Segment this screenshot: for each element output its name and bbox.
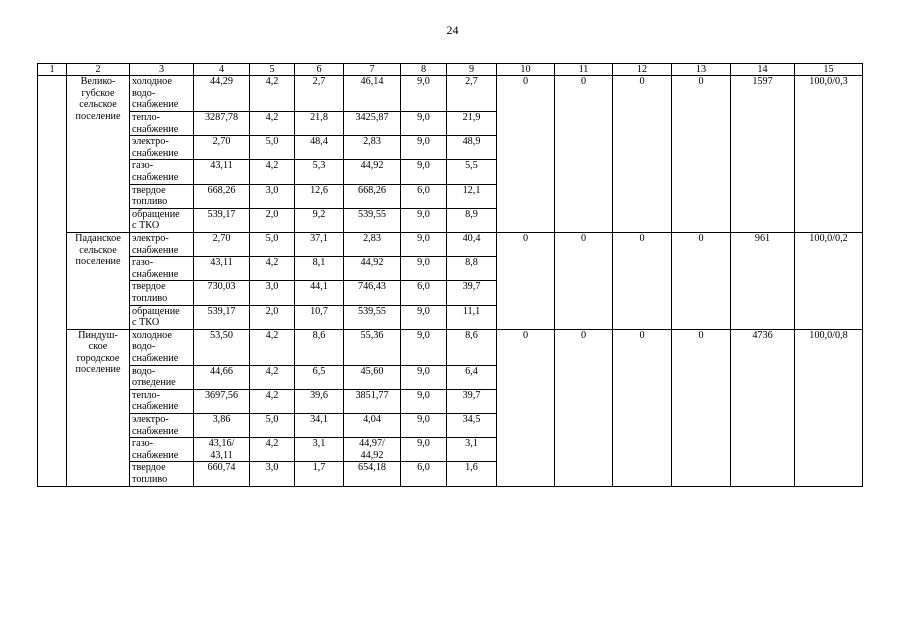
value-cell: 44,97/ 44,92 (344, 438, 401, 462)
service-type: холодное водо- снабжение (130, 76, 194, 112)
service-type: твердое топливо (130, 462, 194, 486)
value-cell: 4,2 (250, 438, 295, 462)
value-cell: 0 (613, 76, 672, 233)
value-cell: 6,0 (401, 462, 447, 486)
value-cell: 4,2 (250, 329, 295, 365)
value-cell: 9,0 (401, 305, 447, 329)
value-cell: 3,0 (250, 281, 295, 305)
value-cell: 4,2 (250, 76, 295, 112)
value-cell: 668,26 (344, 184, 401, 208)
value-cell: 9,0 (401, 414, 447, 438)
value-cell: 3697,56 (194, 389, 250, 413)
service-type: газо- снабжение (130, 160, 194, 184)
service-type: тепло- снабжение (130, 389, 194, 413)
service-type: электро- снабжение (130, 414, 194, 438)
value-cell: 746,43 (344, 281, 401, 305)
value-cell: 37,1 (295, 232, 344, 256)
table-row (38, 232, 863, 256)
value-cell: 9,0 (401, 365, 447, 389)
column-header: 3 (130, 64, 194, 76)
value-cell: 44,92 (344, 257, 401, 281)
column-header: 15 (795, 64, 863, 76)
value-cell: 9,0 (401, 76, 447, 112)
value-cell: 39,7 (447, 281, 497, 305)
value-cell: 48,4 (295, 136, 344, 160)
value-cell: 44,1 (295, 281, 344, 305)
value-cell: 3851,77 (344, 389, 401, 413)
value-cell: 21,8 (295, 112, 344, 136)
value-cell: 3,0 (250, 462, 295, 486)
value-cell: 4736 (731, 329, 795, 486)
value-cell: 0 (555, 232, 613, 329)
value-cell: 3287,78 (194, 112, 250, 136)
value-cell: 100,0/0,8 (795, 329, 863, 486)
value-cell: 43,11 (194, 257, 250, 281)
value-cell: 8,8 (447, 257, 497, 281)
value-cell: 12,1 (447, 184, 497, 208)
column-header: 5 (250, 64, 295, 76)
row-number-cell (38, 76, 67, 487)
value-cell: 6,0 (401, 281, 447, 305)
value-cell: 44,92 (344, 160, 401, 184)
column-header: 1 (38, 64, 67, 76)
column-header: 8 (401, 64, 447, 76)
value-cell: 4,04 (344, 414, 401, 438)
value-cell: 4,2 (250, 112, 295, 136)
value-cell: 12,6 (295, 184, 344, 208)
value-cell: 9,0 (401, 208, 447, 232)
value-cell: 0 (613, 232, 672, 329)
value-cell: 0 (497, 76, 555, 233)
value-cell: 53,50 (194, 329, 250, 365)
column-header: 6 (295, 64, 344, 76)
value-cell: 0 (555, 76, 613, 233)
value-cell: 9,0 (401, 112, 447, 136)
value-cell: 8,1 (295, 257, 344, 281)
value-cell: 9,0 (401, 329, 447, 365)
service-type: твердое топливо (130, 184, 194, 208)
value-cell: 5,5 (447, 160, 497, 184)
value-cell: 4,2 (250, 365, 295, 389)
value-cell: 3,0 (250, 184, 295, 208)
settlement-name: Пиндуш- ское городское поселение (67, 329, 130, 486)
value-cell: 0 (613, 329, 672, 486)
column-header: 11 (555, 64, 613, 76)
value-cell: 5,0 (250, 414, 295, 438)
value-cell: 4,2 (250, 160, 295, 184)
value-cell: 0 (672, 329, 731, 486)
value-cell: 9,0 (401, 232, 447, 256)
value-cell: 0 (672, 76, 731, 233)
value-cell: 3,1 (447, 438, 497, 462)
value-cell: 1,7 (295, 462, 344, 486)
value-cell: 2,83 (344, 136, 401, 160)
value-cell: 654,18 (344, 462, 401, 486)
value-cell: 39,6 (295, 389, 344, 413)
value-cell: 9,0 (401, 257, 447, 281)
settlement-name: Паданское сельское поселение (67, 232, 130, 329)
value-cell: 2,83 (344, 232, 401, 256)
value-cell: 0 (672, 232, 731, 329)
value-cell: 4,2 (250, 389, 295, 413)
value-cell: 5,0 (250, 232, 295, 256)
settlement-name: Велико- губское сельское поселение (67, 76, 130, 233)
value-cell: 6,0 (401, 184, 447, 208)
value-cell: 961 (731, 232, 795, 329)
value-cell: 730,03 (194, 281, 250, 305)
value-cell: 539,17 (194, 208, 250, 232)
value-cell: 5,3 (295, 160, 344, 184)
value-cell: 40,4 (447, 232, 497, 256)
value-cell: 21,9 (447, 112, 497, 136)
value-cell: 43,16/ 43,11 (194, 438, 250, 462)
value-cell: 2,70 (194, 232, 250, 256)
value-cell: 100,0/0,2 (795, 232, 863, 329)
column-header: 10 (497, 64, 555, 76)
header-row (38, 64, 863, 76)
value-cell: 9,0 (401, 438, 447, 462)
value-cell: 0 (497, 329, 555, 486)
value-cell: 3425,87 (344, 112, 401, 136)
service-type: водо- отведение (130, 365, 194, 389)
value-cell: 2,0 (250, 208, 295, 232)
value-cell: 44,66 (194, 365, 250, 389)
value-cell: 9,0 (401, 389, 447, 413)
service-type: электро- снабжение (130, 232, 194, 256)
table-row (38, 329, 863, 365)
value-cell: 2,7 (295, 76, 344, 112)
value-cell: 660,74 (194, 462, 250, 486)
value-cell: 39,7 (447, 389, 497, 413)
value-cell: 2,0 (250, 305, 295, 329)
value-cell: 45,60 (344, 365, 401, 389)
column-header: 4 (194, 64, 250, 76)
service-type: холодное водо- снабжение (130, 329, 194, 365)
service-type: обращение с ТКО (130, 208, 194, 232)
column-header: 12 (613, 64, 672, 76)
value-cell: 43,11 (194, 160, 250, 184)
value-cell: 9,2 (295, 208, 344, 232)
value-cell: 6,4 (447, 365, 497, 389)
tariff-table (37, 63, 863, 487)
value-cell: 668,26 (194, 184, 250, 208)
value-cell: 2,70 (194, 136, 250, 160)
value-cell: 9,0 (401, 136, 447, 160)
value-cell: 0 (497, 232, 555, 329)
table-row (38, 76, 863, 112)
column-header: 9 (447, 64, 497, 76)
value-cell: 2,7 (447, 76, 497, 112)
value-cell: 48,9 (447, 136, 497, 160)
value-cell: 10,7 (295, 305, 344, 329)
column-header: 7 (344, 64, 401, 76)
value-cell: 46,14 (344, 76, 401, 112)
value-cell: 44,29 (194, 76, 250, 112)
value-cell: 0 (555, 329, 613, 486)
column-header: 14 (731, 64, 795, 76)
service-type: газо- снабжение (130, 438, 194, 462)
value-cell: 539,55 (344, 208, 401, 232)
value-cell: 55,36 (344, 329, 401, 365)
page-number: 24 (446, 23, 459, 37)
value-cell: 1,6 (447, 462, 497, 486)
value-cell: 8,9 (447, 208, 497, 232)
service-type: обращение с ТКО (130, 305, 194, 329)
column-header: 2 (67, 64, 130, 76)
value-cell: 539,55 (344, 305, 401, 329)
column-header: 13 (672, 64, 731, 76)
value-cell: 3,86 (194, 414, 250, 438)
value-cell: 3,1 (295, 438, 344, 462)
value-cell: 100,0/0,3 (795, 76, 863, 233)
service-type: твердое топливо (130, 281, 194, 305)
value-cell: 539,17 (194, 305, 250, 329)
value-cell: 8,6 (447, 329, 497, 365)
service-type: газо- снабжение (130, 257, 194, 281)
value-cell: 11,1 (447, 305, 497, 329)
value-cell: 8,6 (295, 329, 344, 365)
value-cell: 6,5 (295, 365, 344, 389)
service-type: электро- снабжение (130, 136, 194, 160)
value-cell: 1597 (731, 76, 795, 233)
value-cell: 34,5 (447, 414, 497, 438)
value-cell: 4,2 (250, 257, 295, 281)
value-cell: 5,0 (250, 136, 295, 160)
service-type: тепло- снабжение (130, 112, 194, 136)
value-cell: 34,1 (295, 414, 344, 438)
value-cell: 9,0 (401, 160, 447, 184)
